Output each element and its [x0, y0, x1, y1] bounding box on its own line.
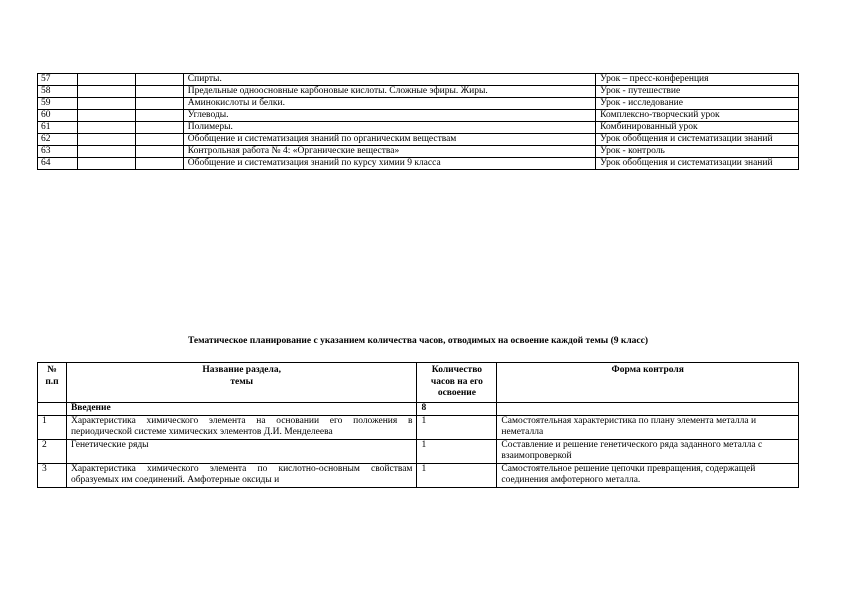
row-hours: 1 [417, 463, 497, 487]
lesson-number: 62 [38, 134, 78, 146]
lesson-topic: Контрольная работа № 4: «Органические вещества» [183, 146, 595, 158]
lesson-number: 59 [38, 98, 78, 110]
row-number: 2 [38, 439, 67, 463]
lesson-topic: Углеводы. [183, 110, 595, 122]
row-section: Характеристика химического элемента на основании его положения в периодической системе химических элементов Д.И. Менделеева [66, 415, 416, 439]
lesson-date-actual [135, 122, 183, 134]
lesson-form: Комплексно-творческий урок [596, 110, 799, 122]
lesson-date-actual [135, 146, 183, 158]
lesson-number: 58 [38, 86, 78, 98]
table-row [38, 98, 799, 110]
row-number: 3 [38, 463, 67, 487]
table-row [38, 122, 799, 134]
table-header-row [38, 363, 799, 403]
header-section-line1: Название раздела, [202, 365, 281, 375]
row-control: Составление и решение генетического ряда заданного металла с взаимопроверкой [497, 439, 799, 463]
lesson-topic: Аминокислоты и белки. [183, 98, 595, 110]
lesson-date-actual [135, 86, 183, 98]
lesson-topic: Обобщение и систематизация знаний по органическим веществам [183, 134, 595, 146]
row-control: Самостоятельное решение цепочки превращения, содержащей соединения амфотерного металла. [497, 463, 799, 487]
lesson-topic: Обобщение и систематизация знаний по курсу химии 9 класса [183, 158, 595, 170]
table-row [38, 74, 799, 86]
header-section [66, 363, 416, 403]
row-hours: 8 [417, 402, 497, 415]
lesson-form: Комбинированный урок [596, 122, 799, 134]
lesson-number: 60 [38, 110, 78, 122]
row-number: 1 [38, 415, 67, 439]
lesson-number: 63 [38, 146, 78, 158]
lesson-form: Урок - путешествие [596, 86, 799, 98]
row-control [497, 402, 799, 415]
header-hours [417, 363, 497, 403]
lesson-date-actual [135, 98, 183, 110]
header-number [38, 363, 67, 403]
lesson-number: 61 [38, 122, 78, 134]
lesson-date-planned [77, 158, 135, 170]
row-hours: 1 [417, 439, 497, 463]
thematic-plan-caption: Тематическое планирование с указанием количества часов, отводимых на освоение каждой темы (9 класс) [187, 336, 649, 346]
table-row [38, 158, 799, 170]
lesson-form: Урок - исследование [596, 98, 799, 110]
header-number-line1: № [47, 365, 57, 375]
lesson-date-planned [77, 110, 135, 122]
row-control: Самостоятельная характеристика по плану элемента металла и неметалла [497, 415, 799, 439]
lesson-form: Урок - контроль [596, 146, 799, 158]
lesson-date-planned [77, 86, 135, 98]
lessons-table [37, 73, 799, 170]
row-section: Введение [66, 402, 416, 415]
lesson-date-planned [77, 134, 135, 146]
table-row [38, 110, 799, 122]
header-section-line2: темы [230, 376, 254, 387]
header-hours-line2: часов на его [430, 376, 483, 387]
row-section: Характеристика химического элемента по кислотно-основным свойствам образуемых им соединений. Амфотерные оксиды и [66, 463, 416, 487]
table-row [38, 134, 799, 146]
row-section: Генетические ряды [66, 439, 416, 463]
table-row [38, 463, 799, 487]
header-number-line2: п.п [45, 376, 59, 387]
lesson-date-actual [135, 74, 183, 86]
row-number [38, 402, 67, 415]
lesson-topic: Предельные одноосновные карбоновые кислоты. Сложные эфиры. Жиры. [183, 86, 595, 98]
lesson-form: Урок – пресс-конференция [596, 74, 799, 86]
table-row [38, 415, 799, 439]
lesson-date-actual [135, 110, 183, 122]
lesson-date-planned [77, 122, 135, 134]
table-row [38, 439, 799, 463]
table-row [38, 86, 799, 98]
lesson-topic: Полимеры. [183, 122, 595, 134]
lesson-topic: Спирты. [183, 74, 595, 86]
table-row [38, 146, 799, 158]
lesson-number: 57 [38, 74, 78, 86]
lesson-date-actual [135, 158, 183, 170]
header-hours-line3: освоение [437, 388, 476, 398]
lesson-form: Урок обобщения и систематизации знаний [596, 134, 799, 146]
row-hours: 1 [417, 415, 497, 439]
lesson-date-actual [135, 134, 183, 146]
header-control: Форма контроля [497, 363, 799, 403]
lesson-form: Урок обобщения и систематизации знаний [596, 158, 799, 170]
lesson-number: 64 [38, 158, 78, 170]
lesson-date-planned [77, 146, 135, 158]
thematic-plan-table [37, 362, 799, 488]
table-row-intro [38, 402, 799, 415]
lesson-date-planned [77, 74, 135, 86]
header-hours-line1: Количество [431, 365, 483, 375]
lesson-date-planned [77, 98, 135, 110]
